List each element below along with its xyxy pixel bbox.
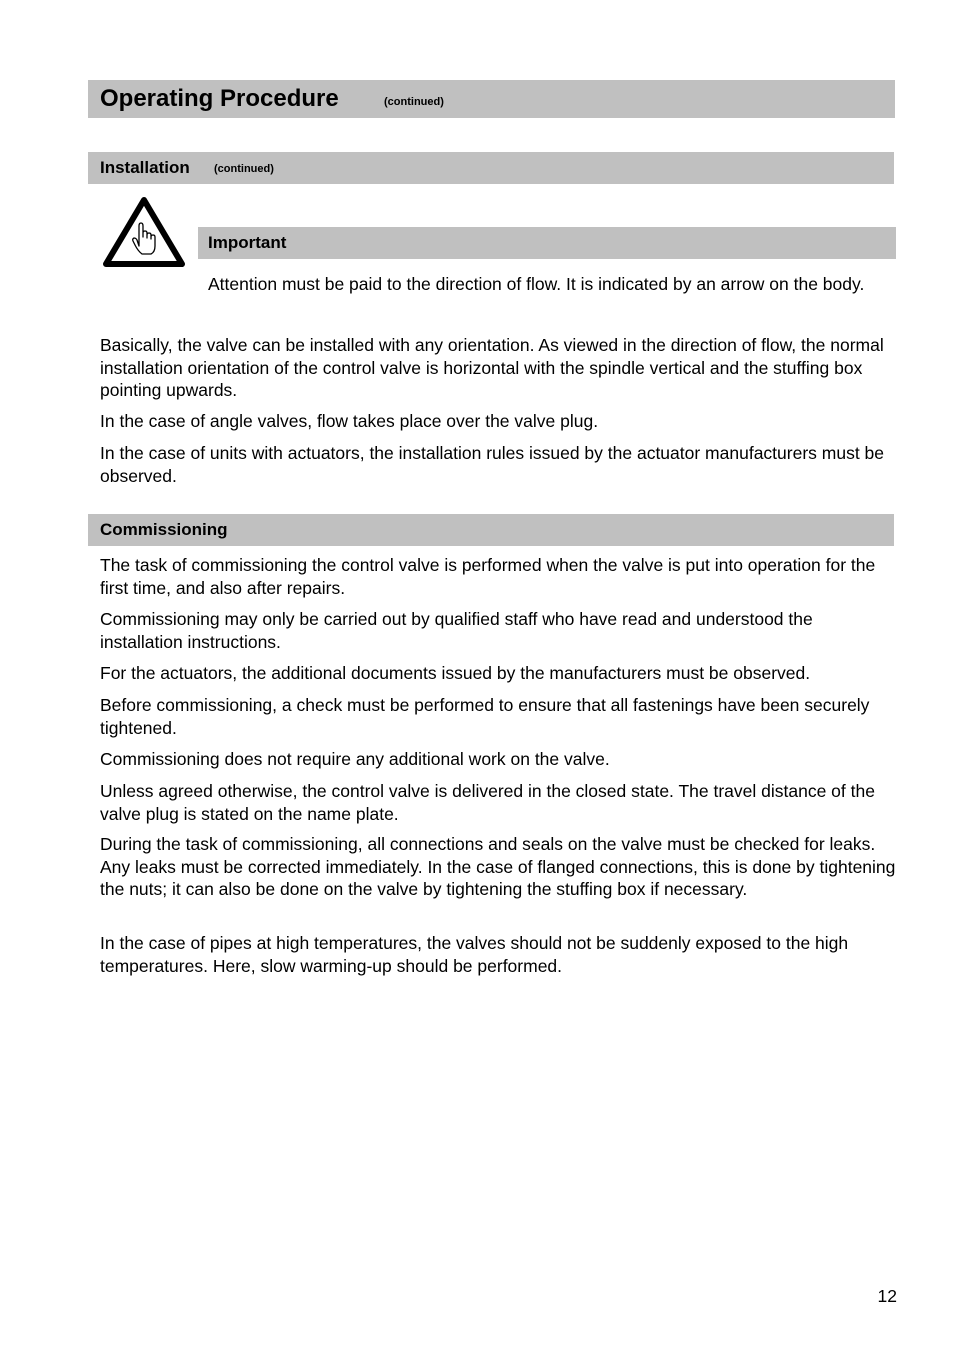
commissioning-paragraph: For the actuators, the additional documents issued by the manufacturers must be observed. bbox=[100, 663, 811, 683]
commissioning-paragraph: Unless agreed otherwise, the control valve is delivered in the closed state. The travel distance of the valve plug is stated on the name plate. bbox=[100, 781, 875, 824]
warning-hand-icon bbox=[102, 196, 186, 270]
installation-paragraph: Basically, the valve can be installed with any orientation. As viewed in the direction of flow, the normal installation orientation of the control valve is horizontal with the spindle vertical and the stuffing box pointing upwards. bbox=[100, 335, 884, 400]
commissioning-paragraph: Before commissioning, a check must be performed to ensure that all fastenings have been securely tightened. bbox=[100, 695, 870, 738]
commissioning-paragraph: Commissioning does not require any additional work on the valve. bbox=[100, 749, 610, 769]
page-title: Operating Procedure bbox=[100, 85, 339, 112]
commissioning-paragraph: During the task of commissioning, all connections and seals on the valve must be checked for leaks. Any leaks must be corrected immediately. In the case of flanged connections, this is done by tightening the nuts; it can also be done on the valve by tightening the stuffing box if necessary. bbox=[100, 834, 896, 899]
commissioning-heading: Commissioning bbox=[100, 520, 228, 539]
commissioning-paragraph: The task of commissioning the control valve is performed when the valve is put into operation for the first time, and also after repairs. bbox=[100, 555, 876, 598]
important-heading: Important bbox=[208, 233, 287, 252]
commissioning-paragraph: Commissioning may only be carried out by qualified staff who have read and understood the installation instructions. bbox=[100, 609, 813, 652]
page-number: 12 bbox=[877, 1286, 897, 1306]
installation-continued: (continued) bbox=[214, 163, 274, 175]
commissioning-section-bar bbox=[88, 514, 894, 546]
installation-paragraph: In the case of angle valves, flow takes place over the valve plug. bbox=[100, 411, 599, 431]
installation-section-bar bbox=[88, 152, 894, 184]
page-title-continued: (continued) bbox=[384, 96, 444, 108]
installation-heading: Installation bbox=[100, 158, 190, 177]
page-title-bar bbox=[88, 80, 895, 118]
important-notice-bar bbox=[198, 227, 896, 259]
commissioning-paragraph: In the case of pipes at high temperatures, the valves should not be suddenly exposed to the high temperatures. Here, slow warming-up should be performed. bbox=[100, 933, 849, 976]
installation-paragraph: In the case of units with actuators, the installation rules issued by the actuator manufacturers must be observed. bbox=[100, 443, 885, 486]
important-notice-text: Attention must be paid to the direction of flow. It is indicated by an arrow on the body. bbox=[208, 274, 865, 294]
